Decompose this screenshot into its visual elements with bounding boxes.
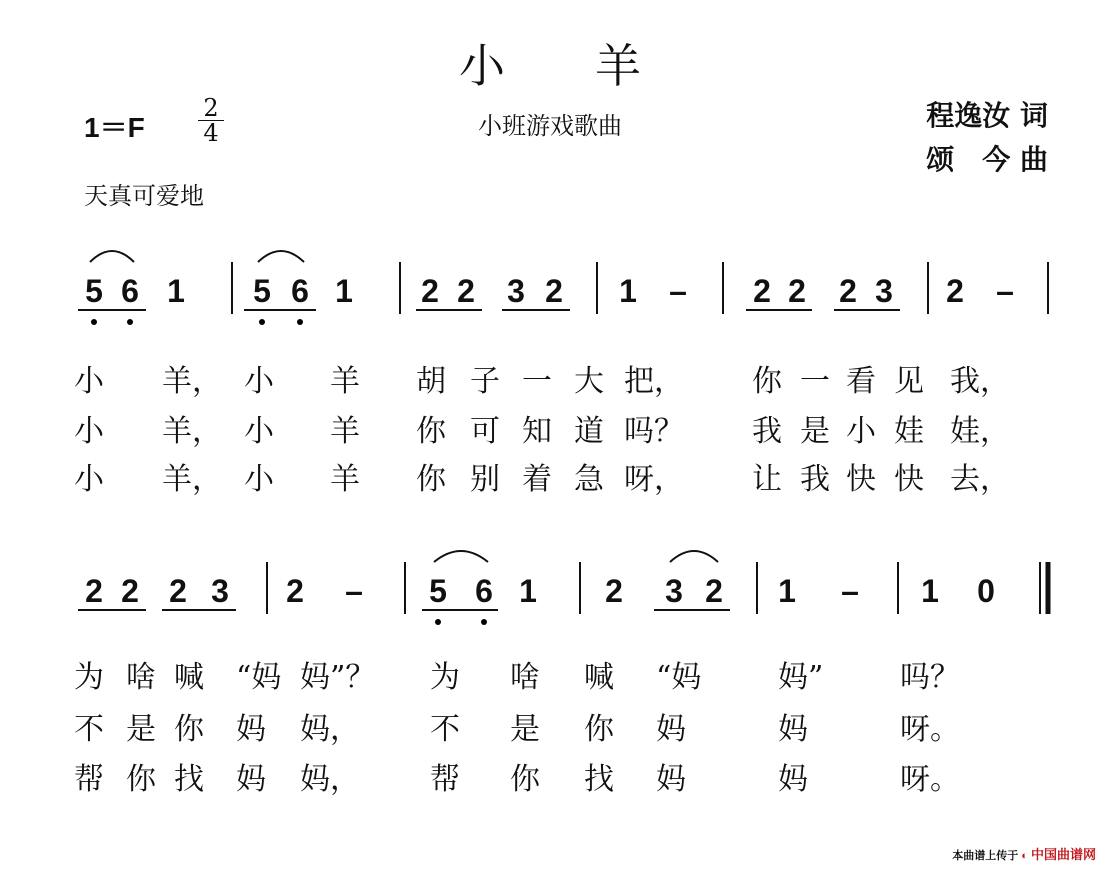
lyric-syllable: 妈 [778, 762, 808, 797]
note: 2 [753, 273, 771, 309]
lyric-syllable: 把， [624, 364, 684, 399]
lyric-syllable: “妈 [656, 660, 702, 695]
lyric-syllable: 妈” [778, 660, 824, 695]
lyric-syllable: 你 [752, 364, 782, 399]
lyric-syllable: 娃 [894, 414, 924, 449]
lyric-syllable: 一 [800, 364, 830, 399]
lyric-syllable: 我， [950, 364, 1010, 399]
lyric-syllable: 是 [126, 712, 156, 747]
lyric-syllable: 是 [510, 712, 540, 747]
lyric-syllable: 吗？ [900, 660, 960, 695]
lyric-syllable: 可 [470, 414, 500, 449]
note: 6 [121, 273, 139, 309]
lyric-syllable: 羊 [330, 364, 360, 399]
note: 3 [665, 573, 683, 609]
tempo-marking: 天真可爱地 [84, 182, 204, 210]
dash-note: – [345, 573, 363, 609]
composer-credit: 颂 今 曲 [926, 143, 1048, 176]
note: 6 [291, 273, 309, 309]
lyric-syllable: 子 [470, 364, 500, 399]
low-octave-dot [435, 619, 441, 625]
low-octave-dot [481, 619, 487, 625]
lyric-syllable: 为 [430, 660, 460, 695]
note: 3 [507, 273, 525, 309]
lyric-syllable: 小 [74, 364, 104, 399]
lyric-syllable: 帮 [74, 762, 104, 797]
lyric-syllable: 娃， [950, 414, 1010, 449]
lyric-syllable: 你 [416, 462, 446, 497]
lyricist-credit: 程逸汝 词 [926, 99, 1048, 132]
lyric-syllable: 妈 [778, 712, 808, 747]
lyric-syllable: 啥 [126, 660, 156, 695]
lyric-syllable: 喊 [584, 660, 614, 695]
lyric-syllable: 呀。 [900, 762, 960, 797]
lyric-syllable: 让 [752, 462, 782, 497]
note: 2 [169, 573, 187, 609]
lyric-syllable: 羊 [330, 462, 360, 497]
footer-text: 本曲谱上传于 [952, 850, 1019, 862]
lyric-syllable: 呀。 [900, 712, 960, 747]
lyric-syllable: 小 [74, 462, 104, 497]
note: 1 [619, 273, 637, 309]
lyric-syllable: 小 [244, 414, 274, 449]
song-title: 小羊 [459, 39, 731, 93]
lyric-syllable: 快 [894, 462, 924, 497]
note: 2 [85, 573, 103, 609]
lyric-syllable: 呀， [624, 462, 684, 497]
time-signature-top: 2 [203, 94, 219, 122]
note: 2 [946, 273, 964, 309]
note: 5 [85, 273, 103, 309]
lyric-syllable: 着 [522, 462, 552, 497]
note: 6 [475, 573, 493, 609]
note: 1 [335, 273, 353, 309]
lyric-syllable: 妈 [236, 712, 266, 747]
lyric-syllable: 喊 [174, 660, 204, 695]
note: 1 [519, 573, 537, 609]
upload-footer [952, 844, 1096, 863]
lyric-syllable: 小 [846, 414, 876, 449]
dash-note: – [996, 273, 1014, 309]
note: 1 [167, 273, 185, 309]
lyric-syllable: 见 [894, 364, 924, 399]
note: 2 [705, 573, 723, 609]
dash-note: – [669, 273, 687, 309]
lyric-syllable: 为 [74, 660, 104, 695]
lyric-syllable: 妈， [300, 762, 360, 797]
lyric-syllable: 啥 [510, 660, 540, 695]
lyric-syllable: 羊， [162, 462, 222, 497]
note: 3 [211, 573, 229, 609]
note: 1 [778, 573, 796, 609]
lyric-syllable: 胡 [416, 364, 446, 399]
key-signature: 1＝F [84, 112, 145, 143]
low-octave-dot [127, 319, 133, 325]
note: 2 [421, 273, 439, 309]
lyric-syllable: 道 [574, 414, 604, 449]
low-octave-dot [297, 319, 303, 325]
lyric-syllable: 小 [244, 462, 274, 497]
slur [670, 551, 718, 562]
lyric-syllable: 大 [574, 364, 604, 399]
lyric-syllable: 你 [174, 712, 204, 747]
lyric-syllable: 妈”？ [300, 660, 376, 695]
lyric-syllable: 我 [800, 462, 830, 497]
lyric-syllable: 你 [584, 712, 614, 747]
note: 1 [921, 573, 939, 609]
brand-logo-icon: ◐ [1021, 850, 1028, 862]
lyric-syllable: 小 [74, 414, 104, 449]
note: 5 [253, 273, 271, 309]
lyric-syllable: 看 [846, 364, 876, 399]
lyric-syllable: 是 [800, 414, 830, 449]
lyric-syllable: 你 [510, 762, 540, 797]
lyric-syllable: 急 [574, 462, 604, 497]
low-octave-dot [91, 319, 97, 325]
lyric-syllable: 妈 [236, 762, 266, 797]
time-signature-bottom: 4 [203, 119, 219, 147]
lyric-syllable: 羊， [162, 414, 222, 449]
note: 3 [875, 273, 893, 309]
lyric-syllable: 羊 [330, 414, 360, 449]
lyric-syllable: 吗？ [624, 414, 684, 449]
lyric-syllable: 我 [752, 414, 782, 449]
lyric-syllable: 找 [174, 762, 204, 797]
lyric-syllable: 去， [950, 462, 1010, 497]
note: 2 [457, 273, 475, 309]
lyric-syllable: 别 [470, 462, 500, 497]
lyric-syllable: 妈 [656, 712, 686, 747]
slur [90, 251, 134, 262]
subtitle: 小班游戏歌曲 [478, 112, 622, 140]
lyric-syllable: 小 [244, 364, 274, 399]
note: 2 [839, 273, 857, 309]
note: 5 [429, 573, 447, 609]
note: 2 [605, 573, 623, 609]
lyric-syllable: 帮 [430, 762, 460, 797]
lyric-syllable: 你 [126, 762, 156, 797]
lyric-syllable: 不 [430, 712, 460, 747]
lyric-syllable: 一 [522, 364, 552, 399]
dash-note: – [841, 573, 859, 609]
lyric-syllable: 快 [846, 462, 876, 497]
slur [258, 251, 304, 262]
note: 2 [788, 273, 806, 309]
note: 2 [286, 573, 304, 609]
lyric-syllable: 找 [584, 762, 614, 797]
lyric-syllable: “妈 [236, 660, 282, 695]
slur [434, 551, 488, 562]
note: 2 [545, 273, 563, 309]
lyric-syllable: 羊， [162, 364, 222, 399]
low-octave-dot [259, 319, 265, 325]
lyric-syllable: 妈 [656, 762, 686, 797]
lyric-syllable: 不 [74, 712, 104, 747]
note: 2 [121, 573, 139, 609]
lyric-syllable: 你 [416, 414, 446, 449]
footer-brand: 中国曲谱网 [1030, 847, 1096, 862]
lyric-syllable: 妈， [300, 712, 360, 747]
note: 0 [977, 573, 995, 609]
lyric-syllable: 知 [522, 414, 552, 449]
